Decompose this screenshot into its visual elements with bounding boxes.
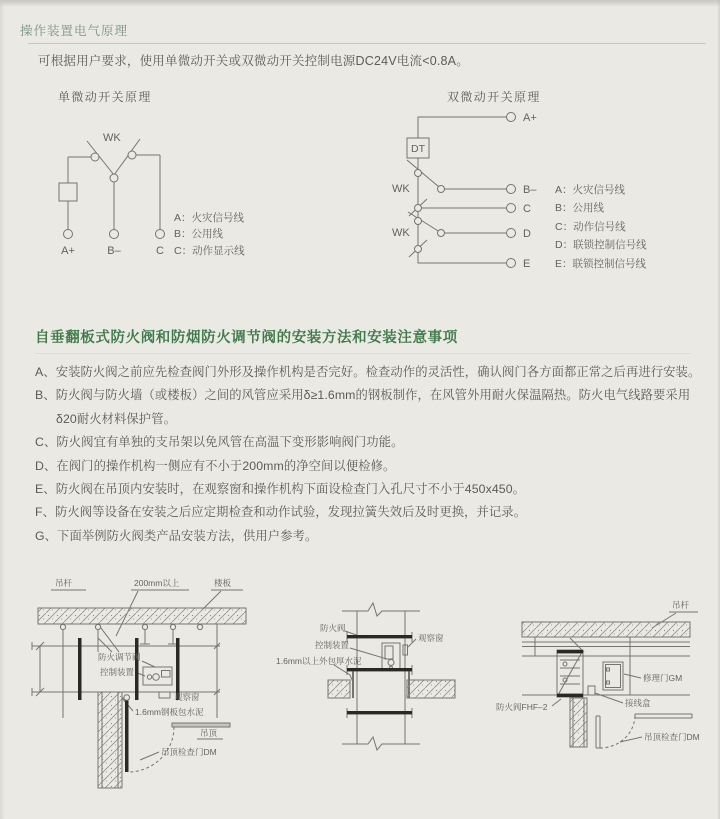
- resistor-symbol: [59, 183, 77, 201]
- damper-blade: [558, 651, 583, 696]
- dt-label: DT: [411, 143, 425, 155]
- inspect-door-label: 吊顶检查门DM: [644, 732, 700, 742]
- steel-wrap-label: 1.6mm钢板包水泥: [135, 707, 204, 717]
- note-line: F、防火阀等设备在安装之后应定期检查和动作试验，发现拉簧失效后及时更换，并记录。: [35, 505, 527, 520]
- switch-blade: [407, 160, 439, 187]
- terminal: [507, 185, 516, 194]
- terminal: [507, 113, 516, 122]
- switch-blade: [408, 212, 439, 232]
- section1-intro-text: 可根据用户要求，使用单微动开关或双微动开关控制电源DC24V电流<0.8A。: [38, 54, 469, 68]
- window-label: 观察窗: [174, 692, 200, 702]
- legend-line: C：动作信号线: [555, 221, 626, 233]
- floor-slab: [522, 622, 690, 637]
- hanger-rod-label: 吊杆: [672, 600, 690, 610]
- terminal-label: C: [156, 245, 164, 257]
- terminal-label: D: [523, 228, 531, 240]
- hanger-rod-label: 吊杆: [55, 578, 73, 588]
- window-label: 观察窗: [418, 633, 444, 643]
- repair-door-label: 修理门GM: [643, 673, 683, 683]
- flange-bar: [176, 638, 180, 700]
- terminal-label: A+: [523, 112, 537, 124]
- break-symbol: [342, 603, 420, 616]
- legend-line: D：联锁控制信号线: [555, 239, 647, 251]
- valve-label: 防火调节阀: [98, 652, 141, 662]
- note-line: G、下面举例防火阀类产品安装方法，供用户参考。: [35, 528, 318, 543]
- flange-bar: [135, 638, 139, 700]
- control-label: 控制装置: [315, 640, 350, 650]
- terminal-label: E: [523, 258, 531, 270]
- section1-title-rule: [28, 43, 706, 44]
- terminal: [507, 204, 516, 213]
- terminal-label: B–: [107, 245, 121, 257]
- legend-line: C：动作显示线: [174, 245, 245, 257]
- flange-bar: [347, 711, 412, 714]
- leader-line: [552, 699, 561, 706]
- install-diagram-vertical-duct: [272, 598, 470, 760]
- contact: [415, 170, 422, 177]
- double-switch-circuit-diagram: [378, 96, 713, 282]
- note-line: C、防火阀宜有单独的支吊架以免风管在高温下变形影响阀门功能。: [35, 435, 404, 450]
- note-line: B、防火阀与防火墙（或楼板）之间的风管应采用δ≥1.6mm的钢板制作，在风管外用耐火保温隔热。防火电气线路要采用: [35, 388, 691, 403]
- contact: [128, 151, 136, 159]
- legend-line: E：联锁控制信号线: [555, 258, 647, 270]
- contact: [415, 218, 422, 225]
- door-swing-arc: [600, 715, 635, 748]
- terminal: [110, 230, 119, 239]
- control-label: 控制装置: [100, 667, 135, 677]
- terminal-label: C: [523, 203, 531, 215]
- valve-label: 防火阀: [320, 623, 346, 633]
- contact: [415, 246, 422, 253]
- page-edge-shadow-left: [0, 0, 5, 819]
- note-line: D、在阀门的操作机构一侧应有不小于200mm的净空间以便检修。: [35, 458, 396, 473]
- damper-flange: [557, 694, 583, 697]
- section1-title: 操作装置电气原理: [20, 24, 129, 38]
- legend-line: B：公用线: [555, 202, 605, 214]
- leader-line: [620, 737, 642, 742]
- floor-slab: [328, 680, 350, 698]
- flange-bar: [78, 638, 82, 700]
- legend-line: B：公用线: [174, 228, 224, 240]
- access-door-panel: [125, 700, 129, 772]
- switch-label: WK: [392, 227, 410, 239]
- contact: [438, 230, 445, 237]
- terminal: [156, 230, 165, 239]
- note-line: E、防火阀在吊顶内安装时，在观察窗和操作机构下面设检查门入孔尺寸不小于450x450。: [35, 482, 526, 497]
- inspect-door-label: 吊顶检查门DM: [161, 747, 217, 757]
- installation-notes: [35, 361, 713, 548]
- contact-common: [110, 174, 118, 182]
- contact: [91, 153, 99, 161]
- contact: [415, 205, 422, 212]
- section2-title: 自垂翻板式防火阀和防烟防火调节阀的安装方法和安装注意事项: [35, 330, 458, 346]
- flange-bar: [347, 668, 412, 671]
- flange-bar: [347, 635, 412, 638]
- ceiling-label: 吊顶: [200, 728, 218, 738]
- switch-label: WK: [392, 183, 410, 195]
- leader-line: [202, 591, 221, 610]
- note-line: δ20耐火材料保护管。: [56, 411, 176, 426]
- terminal: [64, 230, 73, 239]
- legend-line: A：火灾信号线: [174, 212, 245, 224]
- switch-label: WK: [103, 132, 121, 144]
- terminal-label: B–: [523, 184, 537, 196]
- floor-slab: [38, 608, 246, 624]
- page-edge-shadow-top: [0, 0, 720, 7]
- damper-flange: [557, 650, 583, 653]
- cement-label: 1.6mm以上外包厚水泥: [276, 656, 362, 666]
- clearance-label: 200mm以上: [134, 578, 180, 588]
- floor-slab-label: 楼板: [214, 578, 232, 588]
- install-diagram-horizontal-duct: [28, 568, 276, 814]
- floor-slab: [407, 680, 455, 698]
- switch-blade: [114, 139, 140, 175]
- terminal-label: A+: [61, 245, 75, 257]
- single-switch-circuit-diagram: [28, 96, 348, 268]
- terminal: [507, 259, 516, 268]
- break-symbol: [342, 737, 420, 750]
- leader-line: [624, 674, 641, 678]
- observation-window: [159, 692, 170, 698]
- terminal: [507, 229, 516, 238]
- junction-box-label: 接线盒: [625, 698, 651, 708]
- double-switch-title: 双微动开关原理: [447, 90, 541, 104]
- legend-line: A：火灾信号线: [555, 184, 626, 196]
- leader-line: [140, 752, 159, 760]
- leader-line: [334, 665, 353, 682]
- note-line: A、安装防火阀之前应先检查阀门外形及操作机构是否完好。检查动作的灵活性，确认阀门各方面都正常之后再进行安装。: [35, 365, 701, 379]
- install-diagram-ceiling-fhf2: [482, 592, 720, 808]
- contact: [438, 186, 445, 193]
- junction-box: [588, 686, 595, 695]
- valve-label: 防火阀FHF–2: [496, 702, 548, 712]
- suspended-ceiling: [172, 723, 230, 727]
- section2-title-rule: [35, 353, 691, 354]
- leader-line: [142, 661, 155, 667]
- single-switch-title: 单微动开关原理: [58, 90, 152, 104]
